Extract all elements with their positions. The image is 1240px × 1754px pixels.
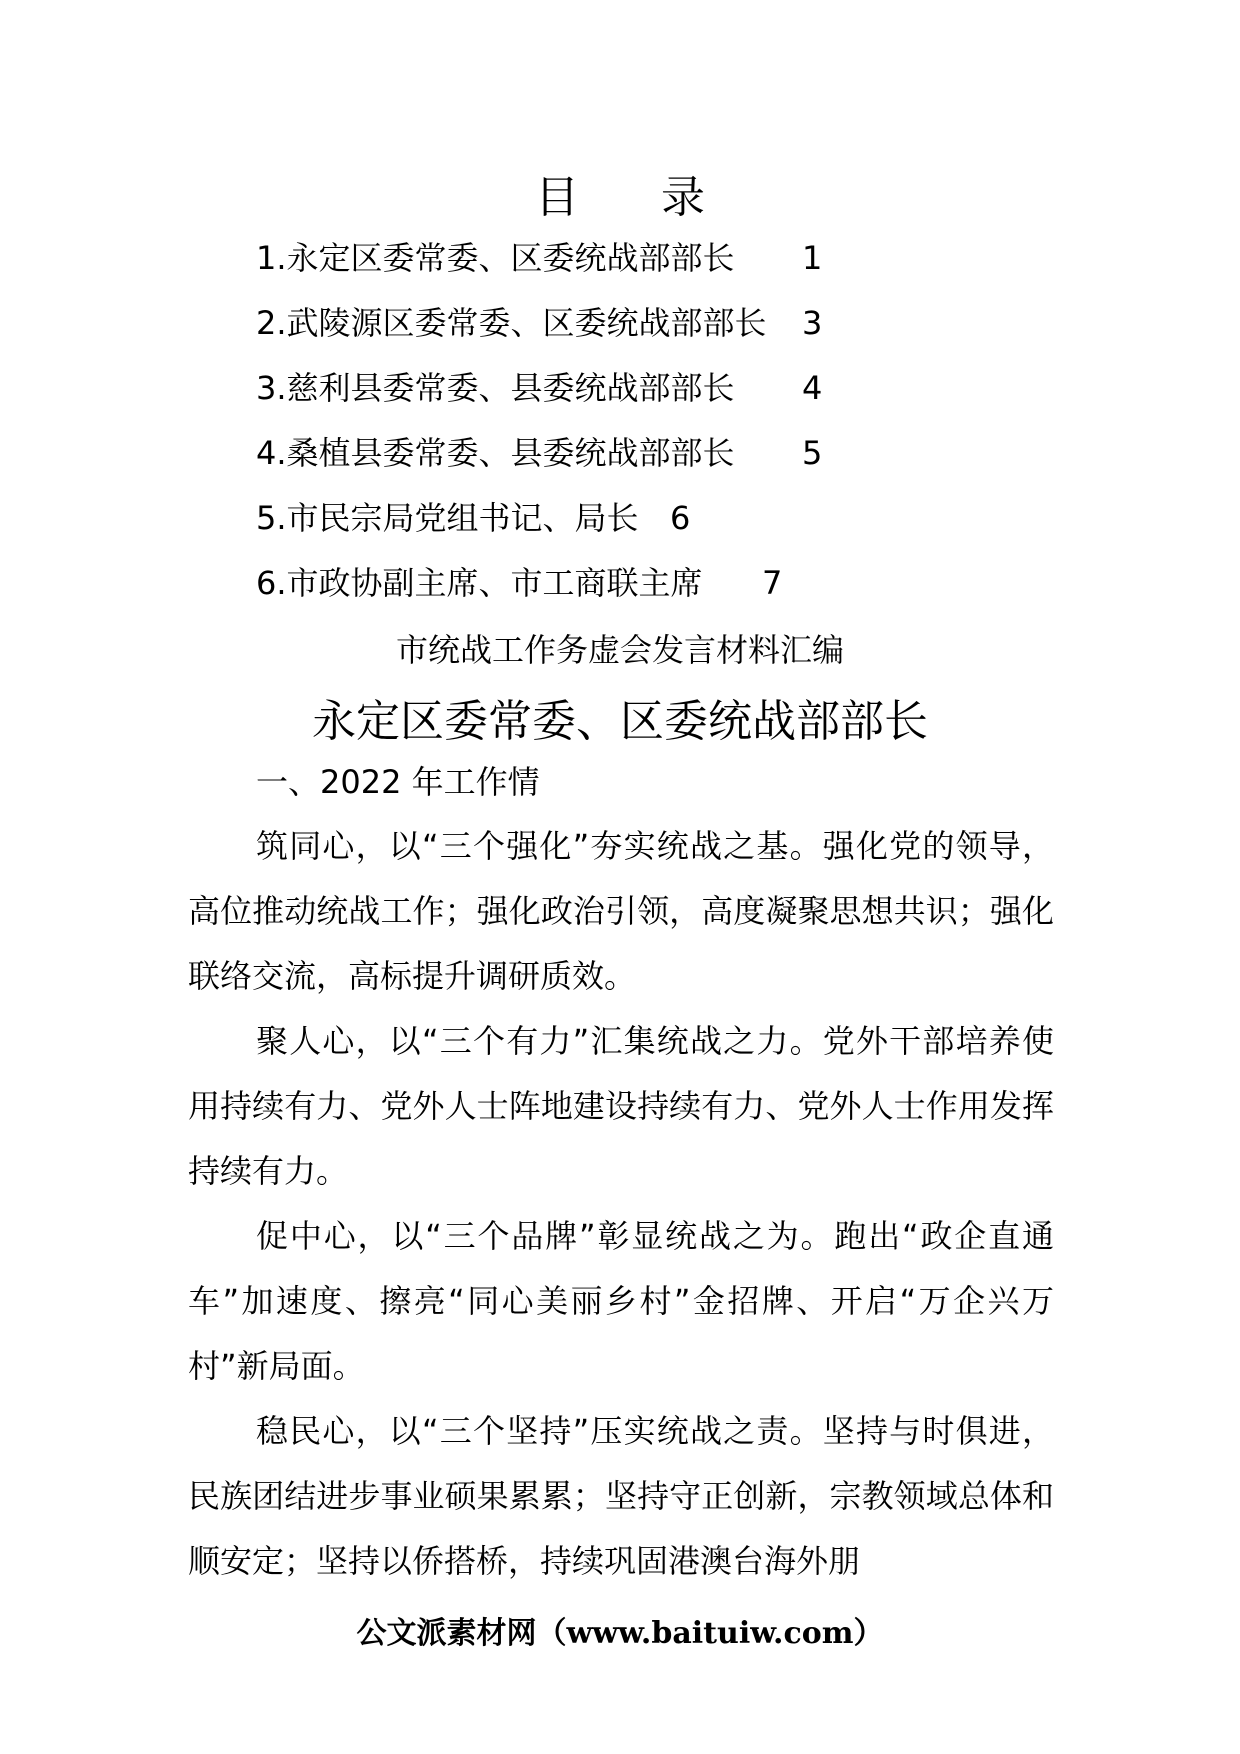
collection-title: 市统战工作务虚会发言材料汇编 (395, 631, 844, 669)
toc-item-label: 3.慈利县委常委、县委统战部部长 (256, 369, 735, 407)
toc-item-label: 2.武陵源区委常委、区委统战部部长 (256, 304, 767, 342)
toc-item-page: 5 (802, 434, 823, 472)
toc-item[interactable] (256, 559, 876, 624)
toc-item[interactable] (256, 299, 876, 364)
section-subheading: 一、2022 年工作情 (256, 763, 540, 801)
toc-list (256, 234, 876, 624)
toc-item-label: 1.永定区委常委、区委统战部部长 (256, 239, 735, 277)
toc-title: 目 录 (535, 172, 739, 223)
toc-item-page: 6 (670, 499, 691, 537)
toc-item[interactable] (256, 494, 876, 559)
toc-item[interactable] (256, 364, 876, 429)
toc-item[interactable] (256, 429, 876, 494)
body-paragraph: 稳民心，以“三个坚持”压实统战之责。坚持与时俱进，民族团结进步事业硕果累累；坚持守正创新，宗教领域总体和顺安定；坚持以侨搭桥，持续巩固港澳台海外朋 (188, 1412, 1054, 1580)
footer-watermark: 公文派素材网（www.baituiw.com） (356, 1616, 884, 1651)
toc-item-page: 1 (802, 239, 823, 277)
toc-item-page: 7 (762, 564, 783, 602)
body-paragraph: 筑同心，以“三个强化”夯实统战之基。强化党的领导，高位推动统战工作；强化政治引领，高度凝聚思想共识；强化联络交流，高标提升调研质效。 (188, 827, 1054, 995)
toc-item-label: 6.市政协副主席、市工商联主席 (256, 564, 703, 602)
toc-item-page: 3 (802, 304, 823, 342)
toc-item-page: 4 (802, 369, 823, 407)
toc-item-label: 4.桑植县委常委、县委统战部部长 (256, 434, 735, 472)
section-heading: 永定区委常委、区委统战部部长 (312, 696, 928, 747)
body-paragraph: 聚人心，以“三个有力”汇集统战之力。党外干部培养使用持续有力、党外人士阵地建设持续有力、党外人士作用发挥持续有力。 (188, 1022, 1054, 1190)
toc-item[interactable] (256, 234, 876, 299)
body-paragraph: 促中心，以“三个品牌”彰显统战之为。跑出“政企直通车”加速度、擦亮“同心美丽乡村”金招牌、开启“万企兴万村”新局面。 (188, 1217, 1054, 1385)
toc-item-label: 5.市民宗局党组书记、局长 (256, 499, 639, 537)
body-text (188, 814, 1054, 1594)
